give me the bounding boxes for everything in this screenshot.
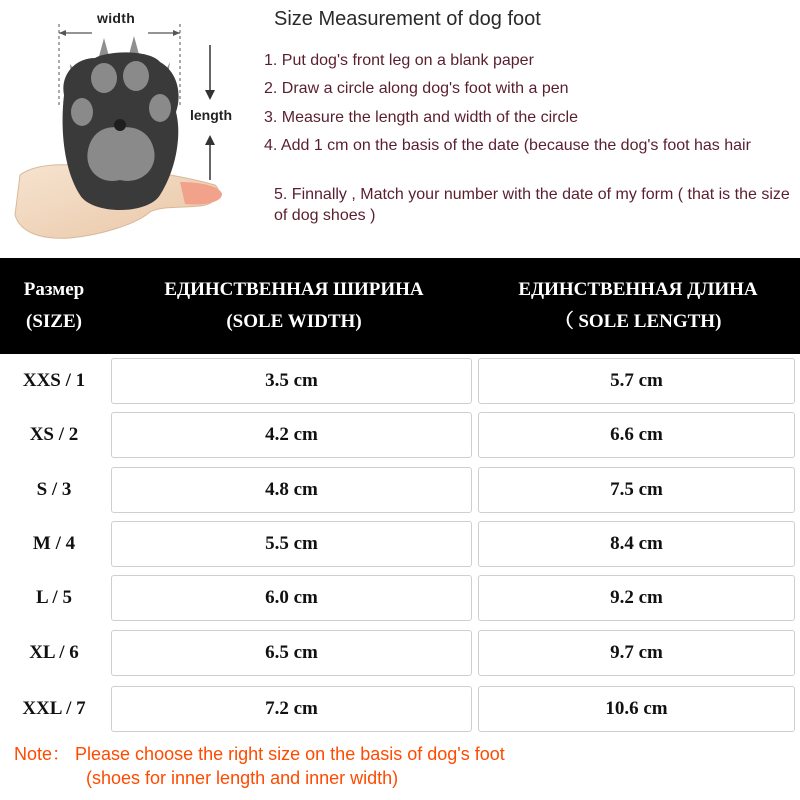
step-4: 4. Add 1 cm on the basis of the date (because the dog's foot has hair bbox=[264, 137, 751, 154]
header-size-ru: Размер bbox=[23, 279, 85, 300]
step-5: 5. Finnally , Match your number with the date of my form ( that is the size of dog shoes ) bbox=[274, 186, 790, 224]
table-body bbox=[0, 354, 800, 742]
header-size bbox=[0, 274, 108, 338]
width-cell: 5.5 cm bbox=[111, 521, 472, 567]
table-row bbox=[0, 571, 800, 625]
size-cell: S / 3 bbox=[36, 479, 72, 500]
step-1: 1. Put dog's front leg on a blank paper bbox=[264, 52, 534, 69]
size-cell: XXS / 1 bbox=[22, 370, 86, 391]
length-cell: 8.4 cm bbox=[478, 521, 795, 567]
size-cell: M / 4 bbox=[32, 533, 76, 554]
step-3: 3. Measure the length and width of the circle bbox=[264, 109, 578, 126]
length-label: length bbox=[190, 107, 232, 123]
length-cell: 9.7 cm bbox=[478, 630, 795, 676]
table-row bbox=[0, 354, 800, 408]
table-header bbox=[0, 258, 800, 354]
size-cell: XL / 6 bbox=[29, 642, 79, 663]
header-size-en: (SIZE) bbox=[26, 311, 82, 332]
header-width-ru: ЕДИНСТВЕННАЯ ШИРИНА bbox=[164, 279, 424, 300]
length-cell: 10.6 cm bbox=[478, 686, 795, 732]
paw-measurement-illustration bbox=[0, 0, 260, 258]
width-cell: 6.0 cm bbox=[111, 575, 472, 621]
table-row bbox=[0, 682, 800, 736]
header-sole-length bbox=[476, 274, 800, 338]
header-sole-width bbox=[108, 274, 480, 338]
table-row bbox=[0, 408, 800, 462]
header-length-ru: ЕДИНСТВЕННАЯ ДЛИНА bbox=[518, 279, 758, 300]
width-cell: 4.8 cm bbox=[111, 467, 472, 513]
step-2: 2. Draw a circle along dog's foot with a pen bbox=[264, 80, 569, 97]
table-row bbox=[0, 517, 800, 571]
size-note bbox=[14, 742, 505, 790]
note-line-2: (shoes for inner length and inner width) bbox=[86, 768, 399, 788]
width-cell: 4.2 cm bbox=[111, 412, 472, 458]
length-cell: 6.6 cm bbox=[478, 412, 795, 458]
width-cell: 6.5 cm bbox=[111, 630, 472, 676]
paw-drawing bbox=[0, 0, 260, 258]
size-chart-table bbox=[0, 258, 800, 742]
width-label: width bbox=[97, 10, 136, 26]
length-cell: 5.7 cm bbox=[478, 358, 795, 404]
header-width-en: (SOLE WIDTH) bbox=[226, 311, 362, 332]
page-title: Size Measurement of dog foot bbox=[274, 8, 541, 30]
width-cell: 3.5 cm bbox=[111, 358, 472, 404]
size-cell: XXL / 7 bbox=[22, 698, 86, 719]
note-line-1: Note： Please choose the right size on the basis of dog's foot bbox=[14, 744, 505, 764]
length-cell: 7.5 cm bbox=[478, 467, 795, 513]
size-cell: XS / 2 bbox=[29, 424, 79, 445]
table-row bbox=[0, 463, 800, 517]
length-cell: 9.2 cm bbox=[478, 575, 795, 621]
instructions-section bbox=[0, 0, 800, 258]
header-length-en: （ SOLE LENGTH) bbox=[554, 311, 722, 332]
size-cell: L / 5 bbox=[36, 587, 72, 608]
width-cell: 7.2 cm bbox=[111, 686, 472, 732]
table-row bbox=[0, 626, 800, 680]
